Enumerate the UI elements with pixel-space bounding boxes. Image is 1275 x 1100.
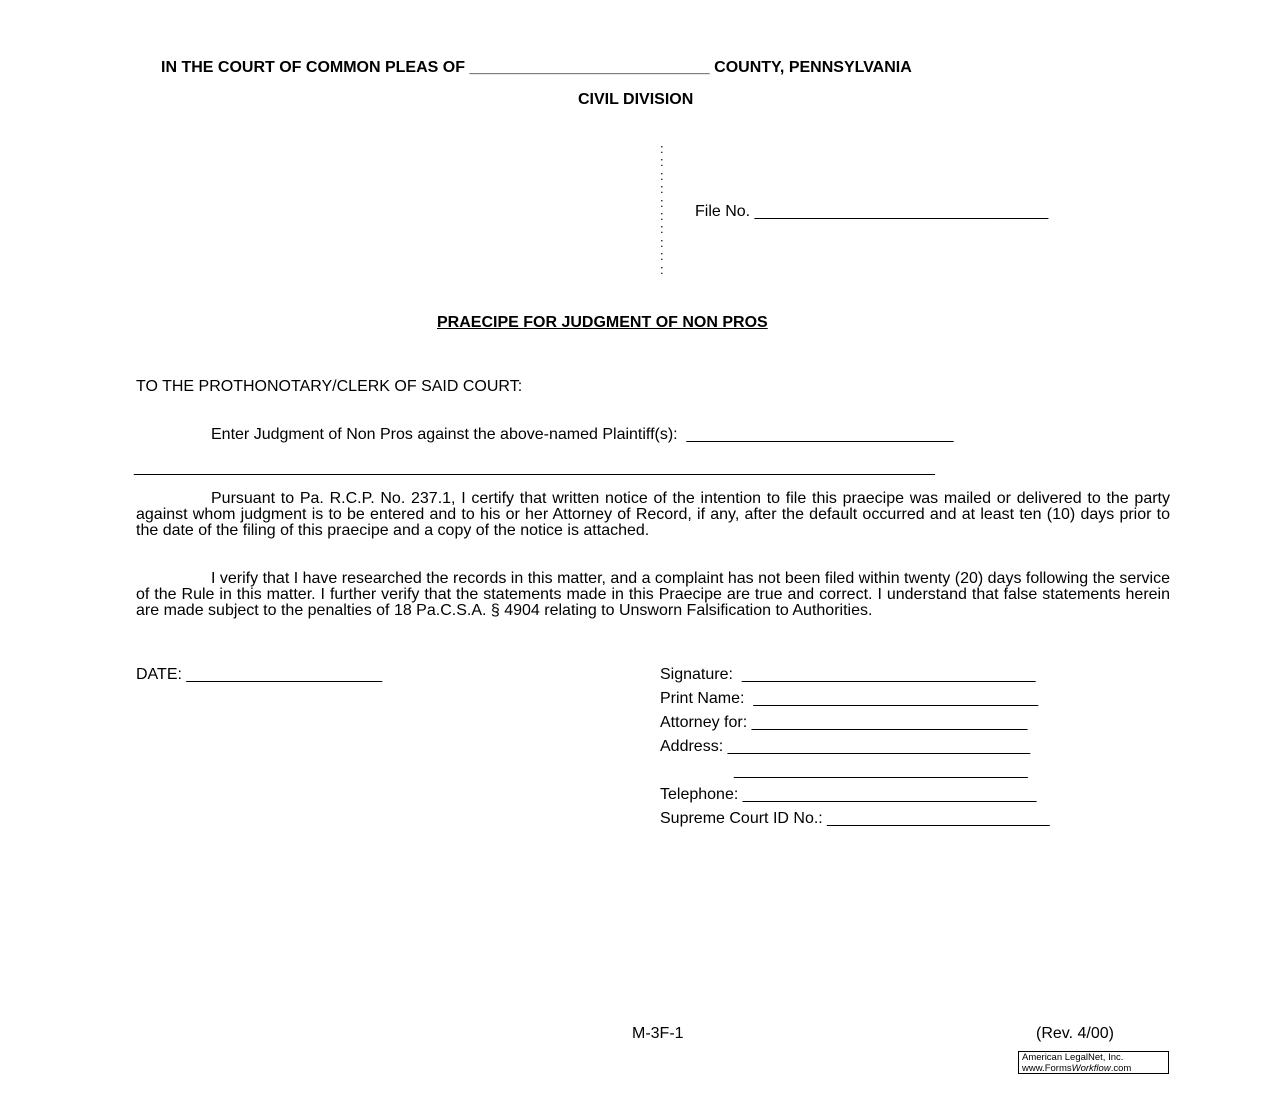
- signature-field[interactable]: Signature: _________________________________: [660, 666, 1036, 683]
- certification-paragraph: [136, 491, 1170, 539]
- supreme-court-id-field[interactable]: Supreme Court ID No.: _________________________: [660, 810, 1050, 827]
- caption-colon: :: [660, 207, 664, 223]
- file-number-field[interactable]: File No. _________________________________: [695, 203, 1049, 220]
- caption-colon: :: [660, 248, 664, 264]
- attorney-for-field[interactable]: Attorney for: _______________________________: [660, 714, 1028, 731]
- caption-colon: :: [660, 261, 664, 277]
- caption-colon: :: [660, 167, 664, 183]
- document-title: PRAECIPE FOR JUDGMENT OF NON PROS: [437, 314, 768, 331]
- address-field[interactable]: Address: __________________________________: [660, 738, 1031, 755]
- caption-colon: :: [660, 234, 664, 250]
- division-heading: CIVIL DIVISION: [578, 91, 694, 108]
- form-number: M-3F-1: [632, 1025, 684, 1042]
- verification-text: I verify that I have researched the records in this matter, and a complaint has not been filed within twenty (20) days following the service of the Rule in this matter. I further verify that the statements made in this Praecipe are true and correct. I understand that false statements herein are made subject to the penalties of 18 Pa.C.S.A. § 4904 relating to Unsworn Falsification to Authorities.: [136, 570, 1170, 619]
- publisher-name: American LegalNet, Inc.: [1022, 1052, 1124, 1063]
- enter-judgment-line[interactable]: Enter Judgment of Non Pros against the above-named Plaintiff(s): ______________________________: [211, 426, 954, 443]
- date-field[interactable]: DATE: ______________________: [136, 666, 383, 683]
- caption-colon: :: [660, 221, 664, 237]
- court-header: IN THE COURT OF COMMON PLEAS OF ___________________________ COUNTY, PENNSYLVANIA: [161, 59, 912, 76]
- address-line-2-field[interactable]: _________________________________: [734, 762, 1028, 779]
- revision-date: (Rev. 4/00): [1036, 1025, 1114, 1042]
- print-name-field[interactable]: Print Name: ________________________________: [660, 690, 1039, 707]
- publisher-url: www.FormsWorkflow.com: [1022, 1062, 1132, 1074]
- caption-divider: [660, 142, 672, 276]
- verification-paragraph: [136, 571, 1170, 619]
- caption-colon: :: [660, 194, 664, 210]
- plaintiff-continuation-line[interactable]: __________________________________________________________________________________________: [134, 459, 935, 476]
- addressee: TO THE PROTHONOTARY/CLERK OF SAID COURT:: [136, 378, 523, 395]
- telephone-field[interactable]: Telephone: _________________________________: [660, 786, 1037, 803]
- certification-text: Pursuant to Pa. R.C.P. No. 237.1, I certify that written notice of the intention to file this praecipe was mailed or delivered to the party against whom judgment is to be entered and to his or her Attorney of Record, if any, after the default occurred and at least ten (10) days prior to the date of the filing of this praecipe and a copy of the notice is attached.: [136, 490, 1170, 539]
- publisher-logo: [1018, 1051, 1169, 1074]
- caption-colon: :: [660, 141, 664, 156]
- caption-colon: :: [660, 154, 664, 170]
- caption-colon: :: [660, 181, 664, 197]
